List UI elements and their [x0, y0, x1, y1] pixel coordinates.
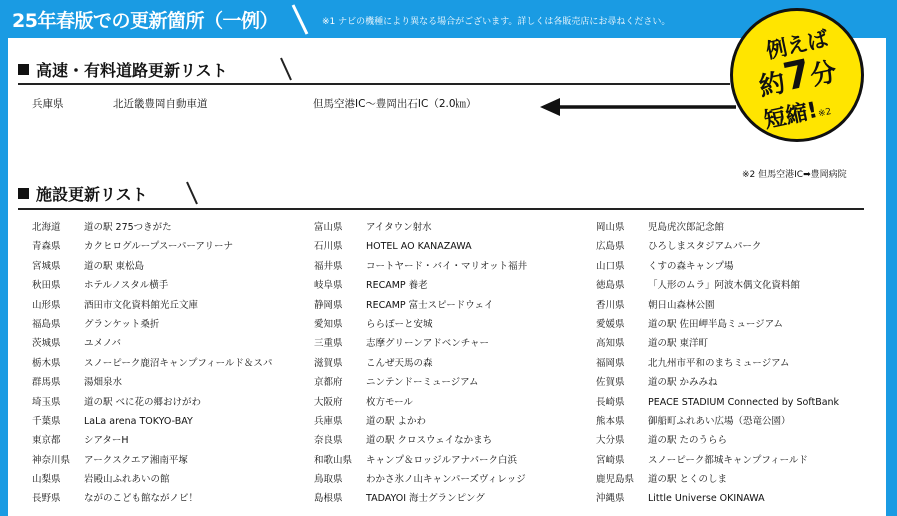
facility-row	[32, 296, 199, 315]
facility-row	[596, 489, 765, 508]
left-arrow-icon	[540, 96, 738, 118]
facility-row	[596, 412, 791, 431]
facility-pref: 鹿児島県	[596, 474, 635, 486]
facility-row	[32, 257, 145, 276]
facility-pref: 京都府	[314, 377, 343, 389]
facility-pref: 沖縄県	[596, 493, 625, 505]
facility-row	[314, 315, 433, 334]
facility-name: 道の駅 佐田岬半島ミュージアム	[648, 318, 783, 330]
facility-row	[32, 431, 129, 450]
facility-name: 酒田市文化資料館光丘文庫	[84, 299, 199, 311]
facility-name: 道の駅 クロスウェイなかまち	[366, 435, 493, 447]
facility-name: RECAMP 養老	[366, 280, 428, 292]
facility-name: ながのこども館ながノビ！	[84, 493, 199, 505]
highway-heading-text: 高速・有料道路更新リスト	[36, 61, 228, 80]
facility-pref: 奈良県	[314, 435, 343, 447]
facility-name: ホテルノスタル横手	[84, 280, 169, 292]
facility-name: 御船町ふれあい広場（恐竜公園）	[648, 415, 791, 427]
facility-column	[314, 218, 528, 509]
facility-name: PEACE STADIUM Connected by SoftBank	[648, 396, 840, 408]
facility-row	[32, 393, 202, 412]
facility-pref: 徳島県	[596, 280, 625, 292]
facility-name: スノーピーク都城キャンプフィールド	[648, 454, 808, 466]
facility-pref: 高知県	[596, 338, 625, 350]
facility-name: 道の駅 かみみね	[648, 377, 718, 389]
facility-name: アークスクエア湘南平塚	[84, 454, 188, 466]
badge-line1: 例えば	[763, 26, 831, 64]
badge-unit: 分	[807, 57, 840, 92]
facility-pref: 東京都	[32, 435, 61, 447]
facility-name: 湯畑泉水	[84, 377, 123, 389]
facility-pref: 青森県	[32, 241, 61, 253]
facility-row	[596, 315, 783, 334]
facility-heading	[18, 182, 148, 205]
facility-pref: 島根県	[314, 493, 343, 505]
facility-row	[596, 218, 725, 237]
facility-row	[32, 489, 199, 508]
title-slash-decoration	[285, 2, 313, 36]
facility-name: ひろしまスタジアムパーク	[648, 241, 762, 253]
facility-row	[32, 470, 170, 489]
facility-row	[314, 296, 494, 315]
facility-name: 道の駅 たのうらら	[648, 435, 728, 447]
badge-line3-text: 短縮!	[761, 97, 820, 134]
facility-name: 道の駅 東洋町	[648, 338, 709, 350]
facility-pref: 群馬県	[32, 377, 61, 389]
facility-name: 「人形のムラ」阿波木偶文化資料館	[648, 280, 801, 292]
highway-heading	[18, 58, 228, 81]
facility-row	[596, 470, 728, 489]
facility-pref: 大阪府	[314, 396, 343, 408]
facility-row	[596, 354, 790, 373]
facility-heading-slash	[184, 180, 200, 206]
facility-name: TADAYOI 海士グランピング	[366, 493, 485, 505]
highway-pref: 兵庫県	[32, 98, 64, 110]
facility-row	[314, 451, 518, 470]
facility-rule	[18, 208, 864, 210]
facility-name: ユメノバ	[84, 338, 121, 350]
facility-name: コートヤード・バイ・マリオット福井	[366, 260, 528, 272]
facility-row	[32, 334, 121, 353]
facility-name: スノーピーク鹿沼キャンプフィールド＆スパ	[84, 357, 273, 369]
facility-pref: 三重県	[314, 338, 343, 350]
facility-name: ニンテンドーミュージアム	[366, 377, 479, 389]
badge-number: 7	[779, 50, 815, 100]
facility-pref: 岡山県	[596, 222, 625, 233]
facility-pref: 栃木県	[32, 357, 61, 369]
facility-row	[314, 334, 490, 353]
facility-pref: 静岡県	[314, 299, 343, 311]
facility-pref: 滋賀県	[314, 357, 343, 369]
facility-pref: 長崎県	[596, 396, 625, 408]
badge-footnote-mark: ※2	[817, 106, 833, 120]
facility-row	[314, 276, 428, 295]
facility-name: くすの森キャンプ場	[648, 260, 734, 272]
facility-row	[314, 373, 479, 392]
facility-row	[596, 373, 718, 392]
facility-pref: 神奈川県	[32, 454, 71, 466]
facility-name: 枚方モール	[366, 396, 413, 408]
square-bullet-icon	[18, 64, 29, 75]
badge-prefix: 約	[756, 67, 789, 103]
facility-row	[314, 470, 526, 489]
facility-pref: 愛媛県	[596, 318, 625, 330]
facility-name: カクヒログループスーパーアリーナ	[84, 241, 234, 253]
facility-row	[314, 218, 432, 237]
facility-pref: 兵庫県	[314, 415, 343, 427]
facility-row	[596, 451, 808, 470]
facility-pref: 大分県	[596, 435, 625, 447]
facility-pref: 岐阜県	[314, 280, 343, 292]
facility-row	[314, 412, 427, 431]
highway-rule	[18, 83, 730, 85]
facility-pref: 宮崎県	[596, 454, 625, 466]
facility-pref: 香川県	[596, 299, 625, 311]
facility-row	[32, 451, 188, 470]
facility-pref: 和歌山県	[314, 454, 353, 466]
facility-pref: 福岡県	[596, 357, 625, 369]
facility-pref: 山口県	[596, 260, 625, 272]
facility-heading-text: 施設更新リスト	[36, 185, 148, 204]
facility-pref: 埼玉県	[32, 396, 61, 408]
facility-row	[596, 296, 715, 315]
facility-row	[314, 431, 493, 450]
facility-name: 北九州市平和のまちミュージアム	[648, 357, 790, 369]
facility-pref: 愛知県	[314, 318, 343, 330]
facility-row	[32, 237, 234, 256]
facility-row	[596, 393, 840, 412]
facility-row	[32, 354, 273, 373]
facility-name: 道の駅 べに花の郷おけがわ	[84, 396, 202, 408]
facility-row	[314, 257, 528, 276]
facility-name: アイタウン射水	[366, 222, 432, 233]
facility-name: 道の駅 とくのしま	[648, 474, 728, 486]
highway-section: 但馬空港IC～豊岡出石IC（2.0㎞）	[313, 98, 477, 110]
facility-pref: 山梨県	[32, 474, 61, 486]
facility-row	[32, 315, 160, 334]
facility-name: わかさ氷ノ山キャンパーズヴィレッジ	[366, 474, 526, 486]
facility-pref: 広島県	[596, 241, 625, 253]
facility-pref: 千葉県	[32, 415, 61, 427]
facility-pref: 福井県	[314, 260, 343, 272]
facility-name: HOTEL AO KANAZAWA	[366, 241, 472, 253]
facility-name: 道の駅 275つきがた	[84, 222, 172, 233]
facility-name: 朝日山森林公園	[648, 299, 715, 311]
facility-name: グランケット桑折	[84, 318, 160, 330]
facility-name: RECAMP 富士スピードウェイ	[366, 299, 494, 311]
facility-pref: 茨城県	[32, 338, 61, 350]
facility-name: こんぜ天馬の森	[366, 357, 433, 369]
facility-row	[314, 393, 413, 412]
model-note: ※1 ナビの機種により異なる場合がございます。詳しくは各販売店にお尋ねください。	[322, 17, 671, 27]
facility-pref: 長野県	[32, 493, 61, 505]
facility-row	[596, 257, 734, 276]
facility-name: キャンプ＆ロッジルアナパーク白浜	[366, 454, 518, 466]
facility-row	[32, 276, 169, 295]
facility-name: 志摩グリーンアドベンチャー	[366, 338, 490, 350]
facility-row	[314, 354, 433, 373]
facility-pref: 富山県	[314, 222, 343, 233]
facility-row	[596, 276, 801, 295]
facility-column	[596, 218, 840, 509]
facility-column	[32, 218, 273, 509]
facility-name: LaLa arena TOKYO-BAY	[84, 415, 193, 427]
facility-row	[32, 373, 123, 392]
facility-pref: 佐賀県	[596, 377, 625, 389]
facility-row	[314, 489, 485, 508]
time-saving-badge	[730, 8, 864, 142]
highway-heading-slash	[278, 56, 294, 82]
facility-name: Little Universe OKINAWA	[648, 493, 765, 505]
facility-pref: 秋田県	[32, 280, 61, 292]
facility-row	[32, 218, 172, 237]
square-bullet-icon	[18, 188, 29, 199]
facility-pref: 山形県	[32, 299, 61, 311]
facility-pref: 鳥取県	[314, 474, 343, 486]
facility-row	[596, 237, 762, 256]
facility-row	[596, 334, 709, 353]
facility-row	[32, 412, 193, 431]
facility-name: 児島虎次郎記念館	[648, 222, 725, 233]
facility-row	[596, 431, 728, 450]
facility-name: 道の駅 よかわ	[366, 415, 427, 427]
facility-pref: 熊本県	[596, 415, 625, 427]
facility-pref: 石川県	[314, 241, 343, 253]
route-note: ※2 但馬空港IC➡豊岡病院	[742, 170, 847, 180]
facility-name: 道の駅 東松島	[84, 260, 145, 272]
facility-pref: 福島県	[32, 318, 61, 330]
facility-pref: 北海道	[32, 222, 61, 233]
highway-road: 北近畿豊岡自動車道	[113, 98, 208, 110]
page-title: 25年春版での更新箇所（一例）	[12, 10, 278, 32]
facility-pref: 宮城県	[32, 260, 61, 272]
facility-row	[314, 237, 472, 256]
facility-name: 岩殿山ふれあいの館	[84, 474, 170, 486]
facility-name: シアターH	[84, 435, 129, 447]
facility-name: ららぽーと安城	[366, 318, 433, 330]
